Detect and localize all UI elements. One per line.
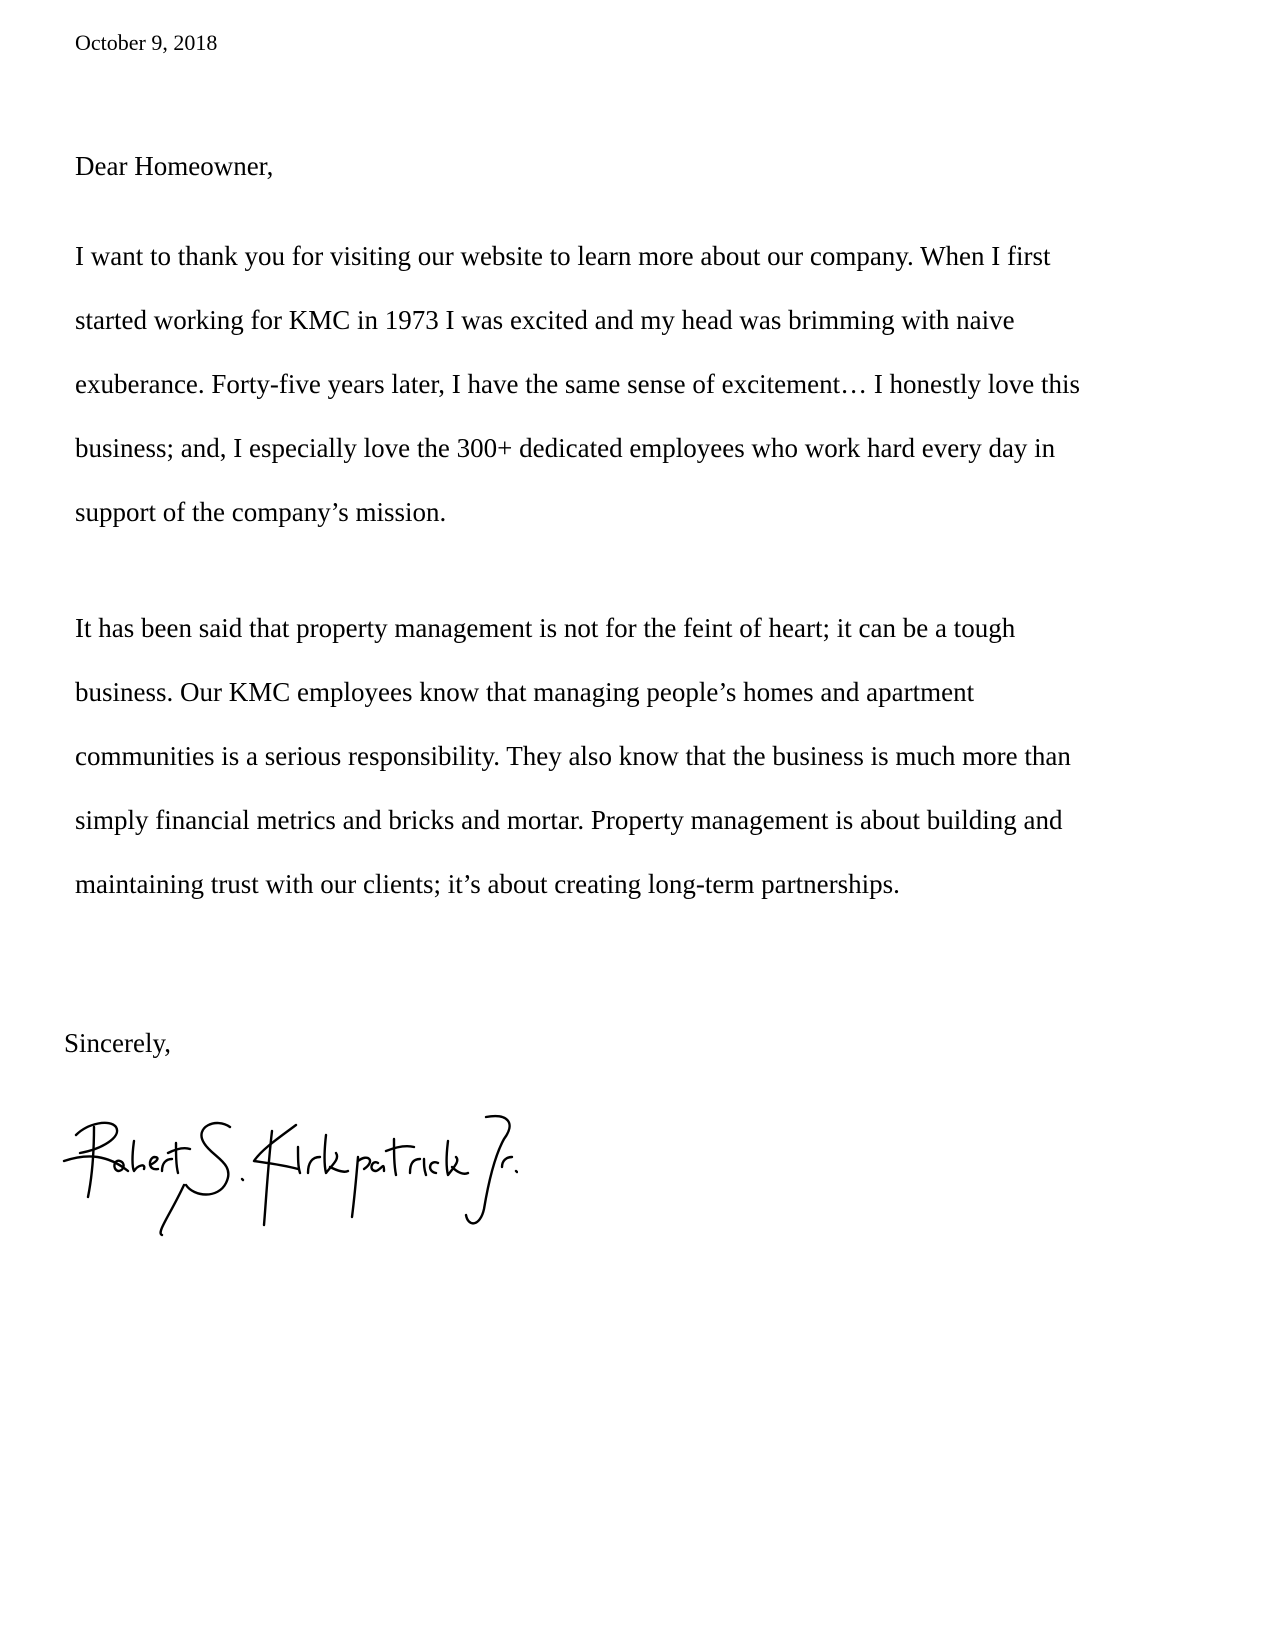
closing: Sincerely, <box>64 1028 171 1058</box>
paragraph-line: It has been said that property management is not for the feint of heart; it can be a tough <box>75 613 1016 643</box>
paragraph-line: started working for KMC in 1973 I was excited and my head was brimming with naive <box>75 305 1015 335</box>
paragraph-line: maintaining trust with our clients; it’s about creating long-term partnerships. <box>75 869 900 899</box>
paragraph-line: exuberance. Forty-five years later, I have the same sense of excitement… I honestly love this <box>75 369 1081 399</box>
handwritten-signature <box>58 1105 518 1245</box>
letter-date: October 9, 2018 <box>75 30 218 55</box>
paragraph-line: communities is a serious responsibility. They also know that the business is much more than <box>75 741 1071 771</box>
paragraph-line: simply financial metrics and bricks and mortar. Property management is about building and <box>75 805 1063 835</box>
paragraph-line: support of the company’s mission. <box>75 497 447 527</box>
paragraph-line: I want to thank you for visiting our website to learn more about our company. When I first <box>75 241 1051 271</box>
salutation: Dear Homeowner, <box>75 151 274 181</box>
paragraph-line: business; and, I especially love the 300+ dedicated employees who work hard every day in <box>75 433 1056 463</box>
signature-drawing <box>58 1105 518 1245</box>
paragraph-line: business. Our KMC employees know that managing people’s homes and apartment <box>75 677 975 707</box>
